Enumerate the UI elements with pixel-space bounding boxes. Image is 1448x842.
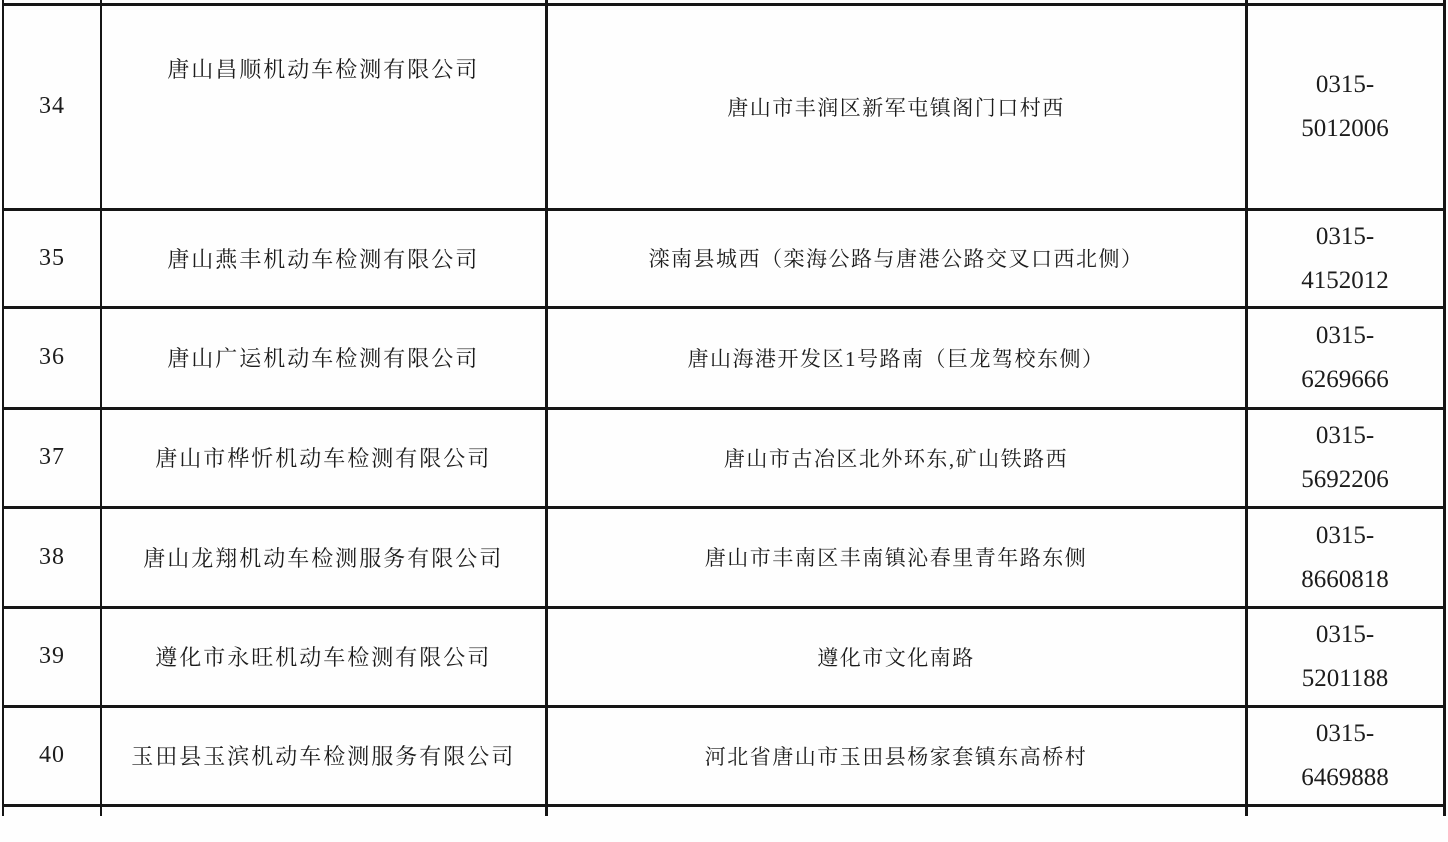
phone-number: 5012006 <box>1301 115 1389 142</box>
phone-area-code: 0315- <box>1315 521 1375 549</box>
address-cell: 唐山市丰润区新军屯镇阁门口村西 <box>546 4 1246 209</box>
address-cell: 河北省唐山市玉田县杨家套镇东高桥村 <box>546 706 1246 805</box>
company-name-cell: 唐山广运机动车检测有限公司 <box>101 307 546 408</box>
phone-cell <box>1246 706 1444 805</box>
row-number-cell: 36 <box>3 307 101 408</box>
table-row <box>3 209 1444 307</box>
company-name-cell: 唐山龙翔机动车检测服务有限公司 <box>101 507 546 607</box>
inspection-stations-table <box>2 0 1446 816</box>
phone-area-code: 0315- <box>1315 71 1375 98</box>
company-name-cell <box>101 805 546 816</box>
phone-number: 5692206 <box>1301 466 1389 493</box>
row-number-cell: 34 <box>3 4 101 209</box>
table-row <box>3 706 1444 805</box>
company-name-cell: 唐山昌顺机动车检测有限公司 <box>101 4 546 209</box>
phone-area-code: 0315- <box>1315 621 1375 648</box>
row-number-cell: 40 <box>3 706 101 805</box>
table-row <box>3 4 1444 209</box>
table-row-partial-bottom <box>3 805 1444 816</box>
phone-cell <box>1246 805 1444 816</box>
company-name-cell: 唐山市桦忻机动车检测有限公司 <box>101 408 546 507</box>
phone-number: 6469888 <box>1301 764 1389 791</box>
phone-cell <box>1246 408 1444 507</box>
phone-area-code: 0315- <box>1315 222 1375 250</box>
row-number-cell: 37 <box>3 408 101 507</box>
row-number-cell: 38 <box>3 507 101 607</box>
phone-number: 5201188 <box>1301 665 1389 692</box>
company-name-cell: 遵化市永旺机动车检测有限公司 <box>101 607 546 706</box>
table-row <box>3 307 1444 408</box>
company-name-cell: 玉田县玉滨机动车检测服务有限公司 <box>101 706 546 805</box>
phone-area-code: 0315- <box>1315 422 1375 449</box>
address-cell <box>546 805 1246 816</box>
address-cell: 唐山市古冶区北外环东,矿山铁路西 <box>546 408 1246 507</box>
row-number-cell: 35 <box>3 209 101 307</box>
table-row <box>3 408 1444 507</box>
row-number-cell: 39 <box>3 607 101 706</box>
phone-number: 8660818 <box>1301 565 1389 593</box>
phone-cell <box>1246 307 1444 408</box>
phone-cell <box>1246 607 1444 706</box>
row-number-cell <box>3 805 101 816</box>
phone-cell <box>1246 4 1444 209</box>
table-row <box>3 507 1444 607</box>
address-cell: 唐山海港开发区1号路南（巨龙驾校东侧） <box>546 307 1246 408</box>
company-name-cell: 唐山燕丰机动车检测有限公司 <box>101 209 546 307</box>
table-row <box>3 607 1444 706</box>
phone-cell <box>1246 507 1444 607</box>
phone-number: 6269666 <box>1301 366 1389 393</box>
phone-number: 4152012 <box>1301 266 1389 294</box>
address-cell: 唐山市丰南区丰南镇沁春里青年路东侧 <box>546 507 1246 607</box>
phone-area-code: 0315- <box>1315 322 1375 349</box>
phone-area-code: 0315- <box>1315 720 1375 747</box>
address-cell: 滦南县城西（栾海公路与唐港公路交叉口西北侧） <box>546 209 1246 307</box>
address-cell: 遵化市文化南路 <box>546 607 1246 706</box>
phone-cell <box>1246 209 1444 307</box>
